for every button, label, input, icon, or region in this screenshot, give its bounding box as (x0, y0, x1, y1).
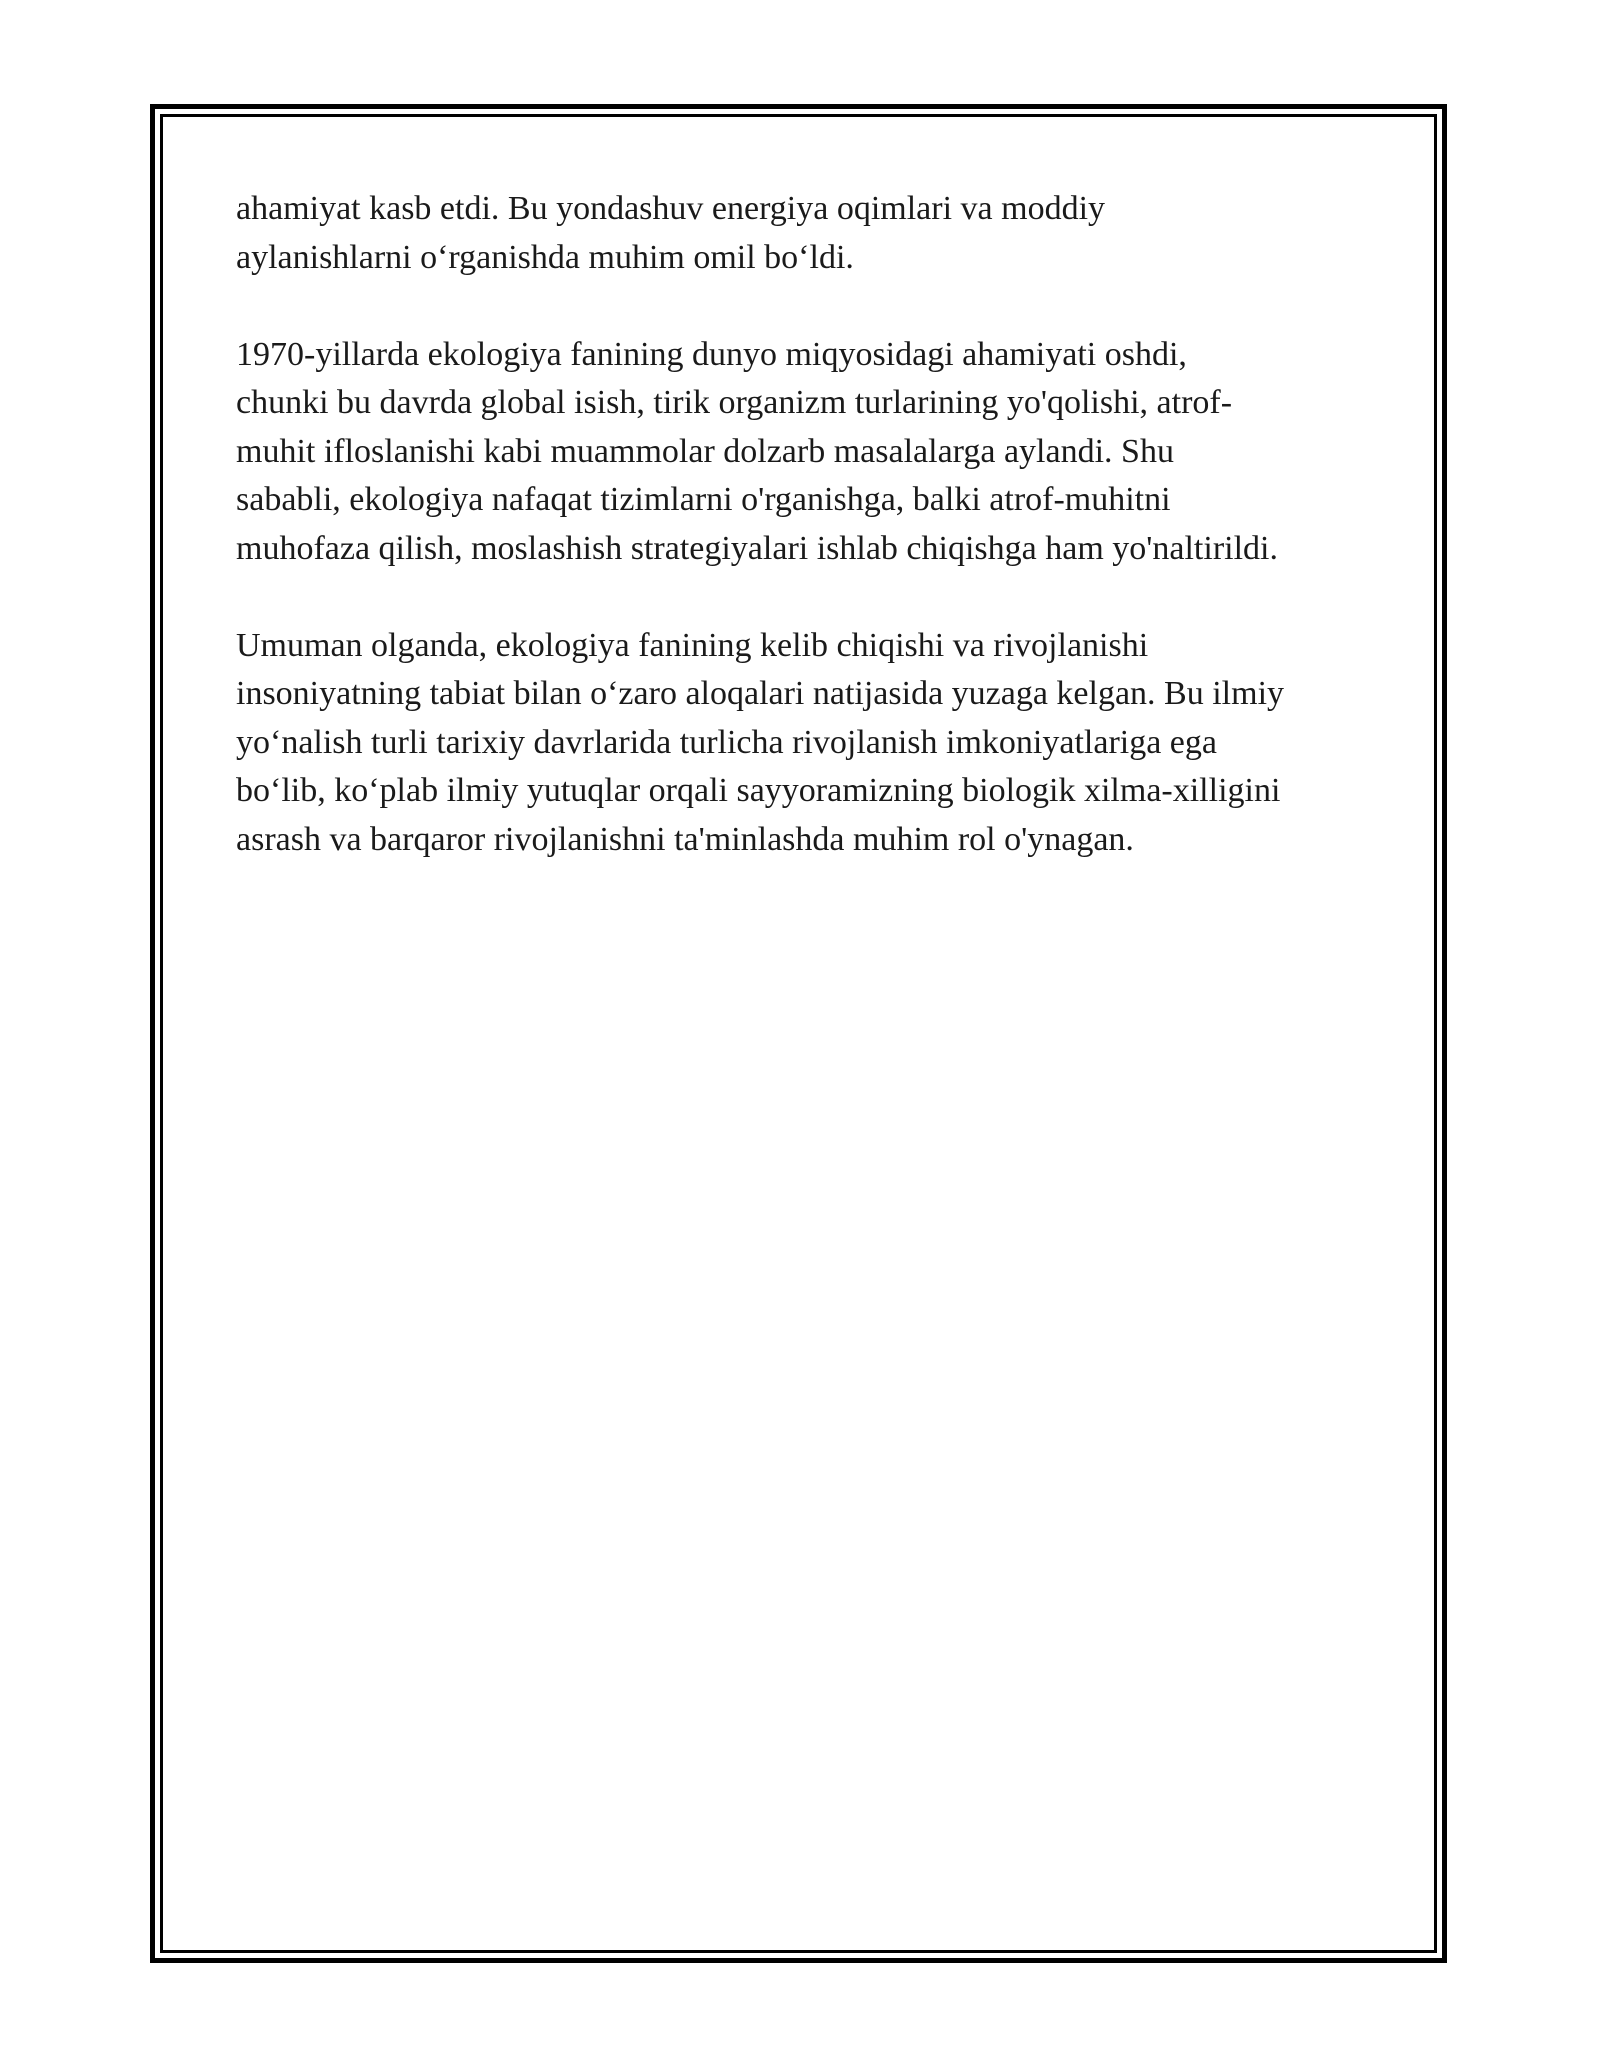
text-line: aylanishlarni o‘rganishda muhim omil bo‘ldi. (236, 238, 854, 276)
paragraph-1 (236, 185, 1376, 282)
text-line: asrash va barqaror rivojlanishni ta'minlashda muhim rol o'ynagan. (236, 820, 1134, 858)
text-line: yo‘nalish turli tarixiy davrlarida turlicha rivojlanish imkoniyatlariga ega (236, 723, 1217, 761)
text-line: muhofaza qilish, moslashish strategiyalari ishlab chiqishga ham yo'naltirildi. (236, 529, 1278, 567)
text-line: bo‘lib, ko‘plab ilmiy yutuqlar orqali sayyoramizning biologik xilma-xilligini (236, 772, 1281, 809)
text-line: chunki bu davrda global isish, tirik organizm turlarining yo'qolishi, atrof- (236, 384, 1233, 421)
text-line: insoniyatning tabiat bilan o‘zaro aloqalari natijasida yuzaga kelgan. Bu ilmiy (236, 675, 1285, 712)
text-line: sababli, ekologiya nafaqat tizimlarni o'rganishga, balki atrof-muhitni (236, 481, 1171, 518)
paragraph-2 (236, 331, 1376, 574)
document-body (236, 185, 1376, 913)
text-line: Umuman olganda, ekologiya fanining kelib chiqishi va rivojlanishi (236, 626, 1149, 664)
text-line: 1970-yillarda ekologiya fanining dunyo miqyosidagi ahamiyati oshdi, (236, 335, 1187, 373)
paragraph-3 (236, 622, 1376, 865)
text-line: ahamiyat kasb etdi. Bu yondashuv energiya oqimlari va moddiy (236, 190, 1106, 227)
text-line: muhit ifloslanishi kabi muammolar dolzarb masalalarga aylandi. Shu (236, 432, 1174, 470)
